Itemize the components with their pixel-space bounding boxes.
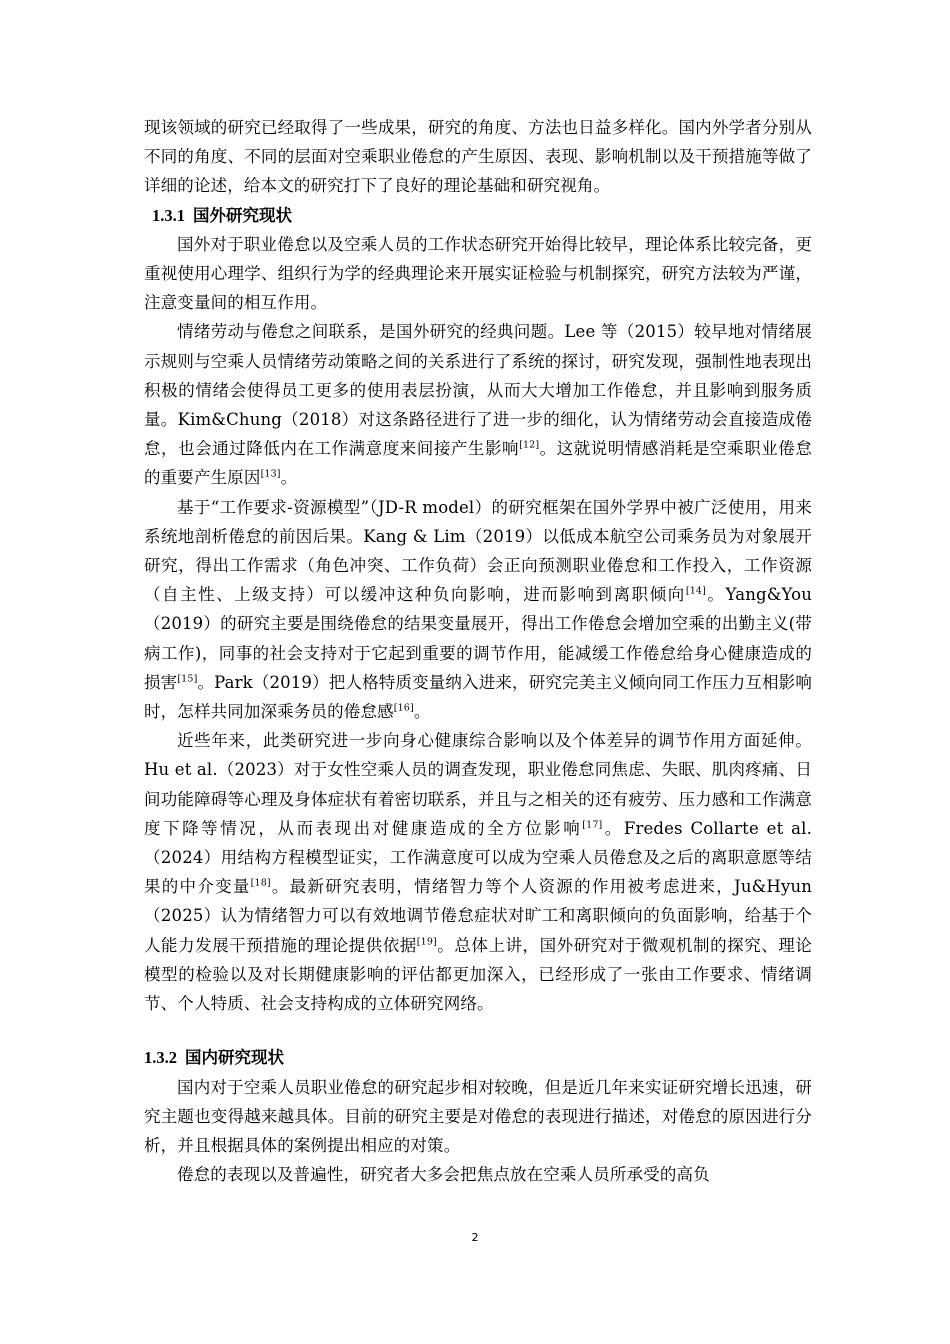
paragraph-foreign-1: 国外对于职业倦怠以及空乘人员的工作状态研究开始得比较早，理论体系比较完备，更重视使用心理学、组织行为学的经典理论来开展实证检验与机制探究，研究方法较为严谨，注意变量间的相互作用。 [144,234,812,313]
text-segment: 基于“工作要求-资源模型”（JD-R model）的研究框架在国外学界中被广泛使用，用来系统地剖析倦怠的前因后果。Kang & Lim（2019）以低成本航空公司乘务员为对象展开研究，得出工作需求（角色冲突、工作负荷）会正向预测职业倦怠和工作投入，工作资源（自主性、上级支持）可以缓冲这种负向影响，进而影响到离职倾向 [144,497,812,605]
section-title: 国内研究现状 [185,1048,284,1068]
intro-paragraph: 现该领域的研究已经取得了一些成果，研究的角度、方法也日益多样化。国内外学者分别从不同的角度、不同的层面对空乘职业倦怠的产生原因、表现、影响机制以及干预措施等做了详细的论述，给本文的研究打下了良好的理论基础和研究视角。 [144,118,812,196]
citation-ref: [15] [177,673,198,685]
citation-ref: [13] [260,468,281,480]
text-segment: 。总体上讲，国外研究对于微观机制的探究、理论模型的检验以及对长期健康影响的评估都更加深入，已经形成了一张由工作要求、情绪调节、个人特质、社会支持构成的立体研究网络。 [144,935,812,1014]
document-page [144,113,812,1189]
section-number: 1.3.1 [152,205,185,225]
text-segment: 。 [413,702,431,722]
page-number: 2 [471,1231,479,1244]
text-segment: 。 [280,468,298,488]
text-segment: 。Park（2019）把人格特质变量纳入进来，研究完美主义倾向同工作压力互相影响时，怎样共同加深乘务员的倦怠感 [144,672,812,722]
citation-ref: [16] [393,702,414,714]
text-segment: 。这就说明情感消耗是空乘职业倦怠的重要产生原因 [144,439,812,488]
paragraph-domestic-2: 倦怠的表现以及普遍性，研究者大多会把焦点放在空乘人员所承受的高负 [177,1165,710,1185]
section-title: 国外研究现状 [193,205,292,225]
paragraph-foreign-2 [144,317,812,492]
section-heading-domestic [144,1043,812,1072]
citation-ref: [18] [250,877,271,889]
citation-ref: [17] [582,819,603,831]
text-segment: 。Fredes Collarte et al.（2024）用结构方程模型证实，工作满意度可以成为空乘人员倦怠及之后的离职意愿等结果的中介变量 [144,818,812,897]
paragraph-domestic-1: 国内对于空乘人员职业倦怠的研究起步相对较晚，但是近几年来实证研究增长迅速，研究主题也变得越来越具体。目前的研究主要是对倦怠的表现进行描述，对倦怠的原因进行分析，并且根据具体的案例提出相应的对策。 [144,1077,812,1155]
citation-ref: [12] [519,439,540,451]
text-segment: 。最新研究表明，情绪智力等个人资源的作用被考虑进来，Ju&Hyun（2025）认为情绪智力可以有效地调节倦怠症状对旷工和离职倾向的负面影响，给基于个人能力发展干预措施的理论提供依据 [144,877,812,955]
text-segment: 近些年来，此类研究进一步向身心健康综合影响以及个体差异的调节作用方面延伸。Hu et al.（2023）对于女性空乘人员的调查发现，职业倦怠同焦虑、失眠、肌肉疼痛、日间功能障碍等心理及身体症状有着密切联系，并且与之相关的还有疲劳、压力感和工作满意度下降等情况，从而表现出对健康造成的全方位影响 [144,731,812,838]
section-number: 1.3.2 [144,1048,177,1068]
section-heading-foreign [144,201,812,230]
text-segment: 。Yang&You（2019）的研究主要是围绕倦怠的结果变量展开，得出工作倦怠会增加空乘的出勤主义(带病工作)，同事的社会支持对于它起到重要的调节作用，能减缓工作倦怠给身心健康造成的损害 [144,585,813,692]
citation-ref: [14] [685,585,706,597]
paragraph-foreign-3 [144,493,812,727]
text-segment: 情绪劳动与倦怠之间联系，是国外研究的经典问题。Lee 等（2015）较早地对情绪展示规则与空乘人员情绪劳动策略之间的关系进行了系统的探讨，研究发现，强制性地表现出积极的情绪会使得员工更多的使用表层扮演，从而大大增加工作倦怠，并且影响到服务质量。Kim&Chung（2018）对这条路径进行了进一步的细化，认为情绪劳动会直接造成倦怠，也会通过降低内在工作满意度来间接产生影响 [144,322,812,459]
citation-ref: [19] [416,936,437,948]
paragraph-foreign-4 [144,726,812,1018]
